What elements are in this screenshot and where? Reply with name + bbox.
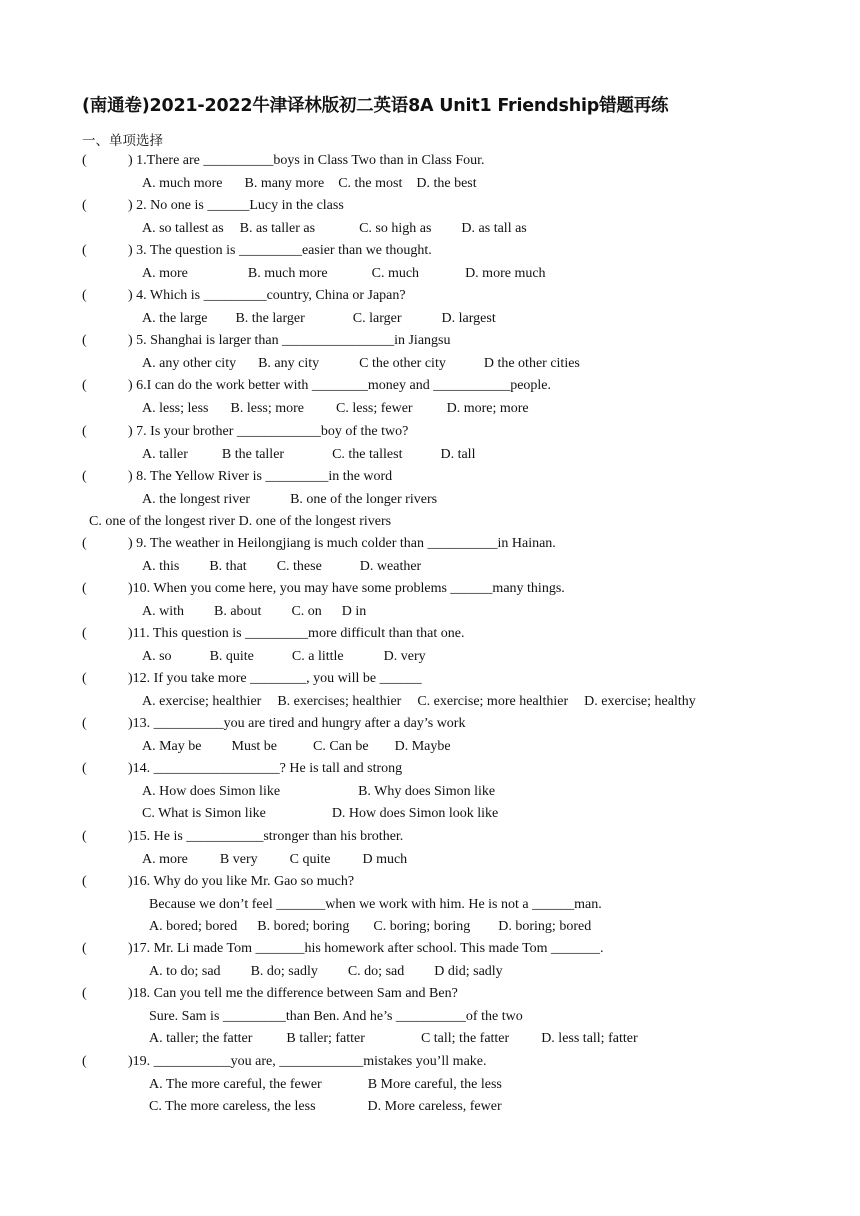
answer-paren: ( [82,941,87,956]
answer-option: C. a little [291,648,344,664]
question-stem [82,242,432,260]
document-title: (南通卷)2021-2022牛津译林版初二英语8A Unit1 Friendship错题再练 [82,96,669,116]
answer-option: B. much more [247,265,328,281]
question-text: ) 6.I can do the work better with ________money and ___________people. [128,378,552,393]
option-row [142,558,421,576]
question-text: ) 4. Which is _________country, China or Japan? [128,288,406,303]
answer-option: B. many more [244,175,325,191]
question-stem [82,287,406,305]
question-stem [82,468,392,486]
answer-option: B. quite [209,648,254,664]
question-text: )15. He is ___________stronger than his brother. [128,829,404,844]
answer-option: C. The more careless, the less [149,1099,316,1114]
answer-option: C. the tallest [332,446,403,462]
answer-paren: ( [82,1054,87,1069]
option-row [89,513,391,531]
answer-option: D did; sadly [434,963,503,979]
answer-paren: ( [82,153,87,168]
answer-option: C. so high as [359,220,432,236]
question-stem [82,940,604,958]
answer-option: D. How does Simon look like [331,806,499,821]
option-row [142,491,437,509]
answer-option: C. What is Simon like [142,806,266,821]
answer-option: A. The more careful, the fewer [149,1076,322,1092]
answer-option: C. larger [352,310,402,326]
answer-option: D. less tall; fatter [541,1031,638,1046]
answer-option: A. less; less [142,400,209,416]
answer-option: B. do; sadly [250,963,318,979]
answer-option: C. Can be [313,738,369,754]
answer-paren: ( [82,333,87,348]
question-stem [82,873,354,891]
question-text: ) 5. Shanghai is larger than ________________in Jiangsu [128,333,451,348]
question-stem [82,760,402,778]
answer-option: D. very [383,648,426,664]
question-stem [82,828,403,846]
option-row [149,1008,523,1026]
option-row [142,310,496,328]
answer-option: A. exercise; healthier [142,693,262,709]
answer-option: D. weather [359,558,422,574]
question-text: )17. Mr. Li made Tom _______his homework after school. This made Tom _______. [128,941,604,956]
option-row [149,918,591,936]
answer-paren: ( [82,874,87,889]
answer-option: A. more [142,851,188,867]
answer-option: A. the large [142,310,208,326]
answer-option: C. these [276,558,322,574]
answer-option: C. much [371,265,420,281]
answer-option: A. May be [142,738,202,754]
option-row [149,1030,638,1048]
option-row [142,400,529,418]
answer-paren: ( [82,288,87,303]
answer-option: D. Maybe [394,738,451,754]
question-text: )11. This question is _________more difficult than that one. [128,626,465,641]
question-text: ) 1.There are __________boys in Class Two than in Class Four. [128,153,485,168]
answer-paren: ( [82,424,87,439]
question-text: ) 7. Is your brother ____________boy of the two? [128,424,409,439]
answer-paren: ( [82,716,87,731]
answer-option: B the taller [221,446,285,462]
question-text: )16. Why do you like Mr. Gao so much? [128,874,355,889]
option-row [142,693,696,711]
answer-option: B. any city [258,355,320,371]
answer-paren: ( [82,626,87,641]
answer-option: D in [341,603,367,619]
question-stem [82,625,464,643]
answer-paren: ( [82,986,87,1001]
question-text: ) 3. The question is _________easier than we thought. [128,243,432,258]
answer-option: C tall; the fatter [420,1031,510,1046]
answer-option: B. bored; boring [257,919,350,934]
option-row [149,963,503,981]
answer-option: Must be [231,738,277,754]
answer-option: B. that [209,558,247,574]
answer-option: A. so [142,648,172,664]
option-row [142,265,546,283]
answer-option: D. exercise; healthy [584,693,696,709]
answer-option: A. much more [142,175,223,191]
answer-option: C. one of the longest river D. one of the longest rivers [89,514,392,529]
answer-option: C. boring; boring [373,919,471,934]
answer-option: B. Why does Simon like [358,783,496,799]
question-text: )13. __________you are tired and hungry after a day’s work [128,716,466,731]
option-row [142,648,426,666]
answer-paren: ( [82,378,87,393]
answer-option: C quite [289,851,331,867]
answer-option: A. How does Simon like [142,783,281,799]
answer-option: B. about [214,603,262,619]
answer-option: D. boring; bored [498,919,592,934]
question-stem [82,423,408,441]
answer-option: B taller; fatter [286,1031,365,1046]
answer-option: A. any other city [142,355,237,371]
question-stem [82,985,458,1003]
answer-option: D. more; more [446,400,529,416]
answer-option: A. bored; bored [149,919,238,934]
option-row [149,1076,502,1094]
answer-paren: ( [82,469,87,484]
answer-option: D. largest [441,310,496,326]
option-row [142,220,527,238]
answer-option: C. less; fewer [336,400,413,416]
option-row [142,805,498,823]
answer-option: D the other cities [483,355,580,371]
answer-option: A. so tallest as [142,220,224,236]
question-text: )19. ___________you are, ____________mistakes you’ll make. [128,1054,487,1069]
question-text: ) 9. The weather in Heilongjiang is much colder than __________in Hainan. [128,536,556,551]
answer-option: A. to do; sad [149,963,221,979]
question-stem [82,535,556,553]
answer-option: C the other city [359,355,446,371]
answer-option: B. less; more [230,400,304,416]
option-row [142,175,477,193]
answer-option: B. as taller as [239,220,316,236]
answer-paren: ( [82,761,87,776]
option-row [142,738,451,756]
answer-paren: ( [82,198,87,213]
option-row [149,1098,502,1116]
answer-option: B very [219,851,258,867]
question-stem [82,1053,487,1071]
question-stem [82,332,451,350]
answer-paren: ( [82,243,87,258]
answer-option: A. this [142,558,180,574]
answer-option: B More careful, the less [367,1076,502,1092]
section-heading: 一、单项选择 [82,133,163,149]
answer-option: A. with [142,603,184,619]
option-row [142,851,407,869]
answer-paren: ( [82,671,87,686]
answer-option: D. the best [416,175,477,191]
answer-option: A. taller; the fatter [149,1031,253,1046]
answer-option: D much [362,851,408,867]
answer-option: D. as tall as [461,220,527,236]
question-text: )14. __________________? He is tall and strong [128,761,403,776]
option-row [142,603,366,621]
question-text: ) 2. No one is ______Lucy in the class [128,198,344,213]
option-row [142,783,495,801]
answer-option: A. taller [142,446,188,462]
answer-option: D. tall [440,446,476,462]
answer-option: Because we don’t feel _______when we work with him. He is not a ______man. [149,896,602,912]
answer-option: D. More careless, fewer [367,1099,502,1114]
question-stem [82,152,485,170]
answer-option: B. one of the longer rivers [290,491,438,507]
option-row [149,896,602,914]
question-text: )12. If you take more ________, you will be ______ [128,671,422,686]
answer-option: C. on [291,603,322,619]
answer-paren: ( [82,536,87,551]
answer-option: A. the longest river [142,491,251,507]
answer-option: Sure. Sam is _________than Ben. And he’s __________of the two [149,1008,523,1024]
answer-option: C. the most [338,175,403,191]
option-row [142,355,580,373]
answer-option: C. do; sad [347,963,405,979]
question-stem [82,377,551,395]
answer-option: B. the larger [235,310,305,326]
question-text: )10. When you come here, you may have some problems ______many things. [128,581,565,596]
answer-option: B. exercises; healthier [277,693,402,709]
question-text: ) 8. The Yellow River is _________in the word [128,469,393,484]
answer-paren: ( [82,829,87,844]
question-stem [82,580,565,598]
answer-option: C. exercise; more healthier [417,693,569,709]
question-stem [82,197,344,215]
answer-option: A. more [142,265,188,281]
answer-option: D. more much [465,265,546,281]
answer-paren: ( [82,581,87,596]
question-stem [82,715,465,733]
question-text: )18. Can you tell me the difference between Sam and Ben? [128,986,458,1001]
question-stem [82,670,422,688]
option-row [142,446,475,464]
